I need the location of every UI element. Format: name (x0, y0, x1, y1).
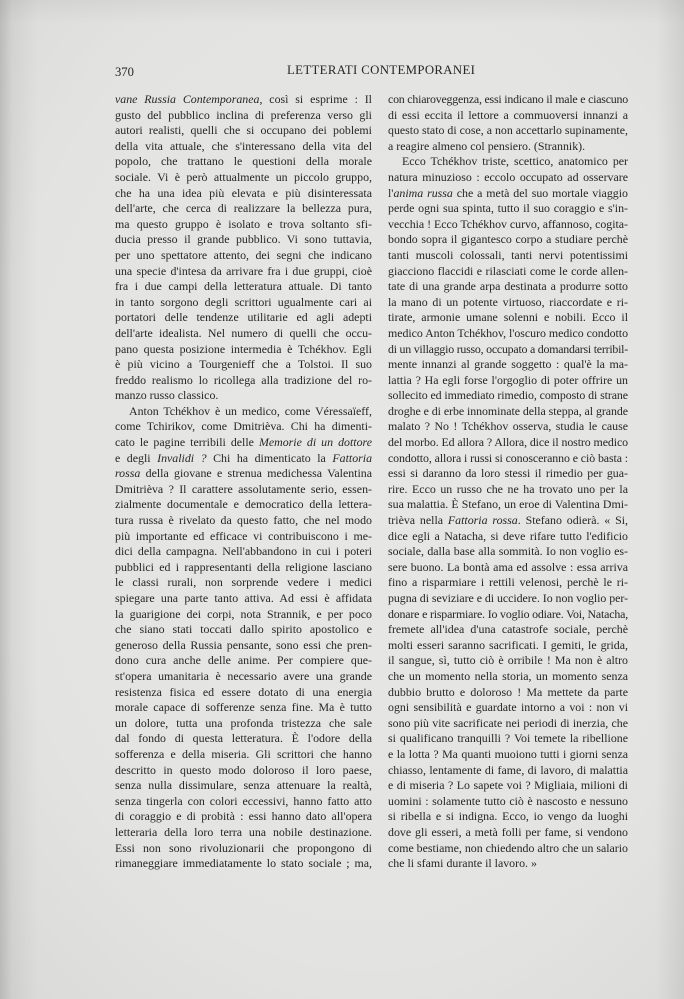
text-line: vecchia ! Ecco Tchékhov curvo, affannoso, cogita- (388, 216, 628, 231)
text-line: e di miseria ? Lo sapete voi ? Migliaia, milioni di (388, 778, 628, 793)
text-line: Anton Tchékhov è un medico, come Véressaïeff, (129, 403, 372, 418)
text-run: Chi ha dimenticato la (206, 450, 333, 465)
text-line: Ecco Tchékhov triste, scettico, anatomico per (402, 154, 628, 169)
italic-text: Invalidi ? (157, 450, 207, 465)
text-run: . Stefano odierà. « Si, (517, 513, 629, 528)
text-line: del morbo. Ed allora ? Allora, dice il nostro medico (388, 435, 628, 450)
text-line: essi si daranno da loro stessi il rimedio per gua- (388, 466, 628, 481)
text-line: di coraggio e di probità : essi hanno dato all'opera (115, 809, 372, 824)
text-line: fremete all'idea d'una catastrofe sociale, perchè (388, 622, 628, 637)
text-line: dici della campagna. Nell'abbandono in cui i poteri (115, 544, 372, 559)
text-line: sociale, dalla base alla sommità. Io non voglio es- (388, 544, 628, 559)
text-line: la guarigione dei corpi, nota Strannik, e per poco (115, 606, 372, 621)
text-line: e la lotta ? Ma quanti muoiono tutti i giorni senza (388, 746, 628, 761)
text-line: dice egli a Natacha, si deve rifare tutto l'edificio (388, 528, 628, 543)
text-line: natura minuzioso : eccolo occupato ad osservare (388, 169, 628, 184)
text-line: più importante ed efficace vi contribuiscono i me- (115, 528, 372, 543)
text-run: trièva nella (388, 513, 448, 528)
text-line: zialmente documentale e democratico della lettera- (115, 497, 372, 512)
text-line: senza nulla dissimulare, senza attenuare la realtà, (115, 778, 372, 793)
italic-text: anima russa (393, 185, 453, 200)
text-run: che a metà del suo mortale viaggio (452, 185, 628, 200)
text-run: , così si esprime : Il (259, 92, 372, 106)
text-line: si qualificano tranquilli ? Voi temete la ribellione (388, 731, 628, 746)
text-line: sono più vite sacrificate nei periodi di inerzia, che (388, 715, 628, 730)
text-line (115, 435, 372, 451)
text-line (115, 451, 372, 467)
text-run: cato le pagine terribili delle (115, 435, 259, 450)
italic-text: rossa (115, 466, 141, 481)
text-line: medico Anton Tchékhov, l'oscuro medico condotto (388, 325, 628, 340)
text-line: sua malattia. È Stefano, un eroe di Valentina Dmi- (388, 497, 628, 512)
text-run: e degli (115, 450, 158, 465)
text-line: con chiaroveggenza, essi indicano il male e ciascuno (388, 92, 628, 106)
text-line: malato ? No ! Tchékhov osserva, studia le cause (388, 419, 628, 434)
text-run: l' (388, 185, 394, 200)
text-line: rimaneggiare immediatamente lo stato sociale ; ma, (115, 856, 372, 871)
text-line: a reagire almeno col pensiero. (Strannik). (388, 138, 586, 153)
text-line: descritto in questo modo doloroso il loro paese, (115, 762, 372, 777)
text-line: giacciono flaccidi e rilasciati come le corde allen- (388, 263, 628, 278)
text-line: perde ogni sua spinta, tutto il suo coraggio e s'in- (388, 201, 628, 216)
text-column-left (115, 92, 372, 872)
text-line (115, 466, 372, 482)
text-line (115, 92, 372, 108)
text-line: morale capace di sofferenze senza fine. Ma è tutto (115, 700, 372, 715)
text-line: Dmitrièva ? Il carattere assolutamente serio, essen- (115, 481, 372, 496)
text-line: gusto del pubblico inclina di preferenza verso gli (115, 107, 372, 122)
text-line: il sangue, sì, tutto ciò è orribile ! Ma non è altro (388, 653, 628, 668)
text-line: portatori delle tendenze utilitarie ed agli adepti (115, 310, 372, 325)
text-line: è più vicino a Tourgenieff che a Tolstoi. Il suo (115, 357, 372, 372)
text-line: ducia presso il grande pubblico. Vi sono tuttavia, (115, 232, 372, 247)
text-line: rire. Ecco un russo che ne ha trovato uno per la (388, 481, 628, 496)
text-line: senza tingerla con colori eccessivi, hanno fatto atto (115, 793, 372, 808)
italic-text: Fattoria (332, 450, 373, 465)
text-line: autori realisti, quelli che si occupano dei poblemi (115, 123, 372, 138)
text-line: uomini : solamente tutto ciò è nascosto e nessuno (388, 793, 628, 808)
paragraph (388, 154, 628, 871)
text-line: lattia ? Ha egli forse l'orgoglio di poter offrire un (388, 372, 628, 387)
paragraph (115, 92, 372, 404)
text-run: della giovane e strenua medichessa Valentina (140, 466, 372, 481)
text-line: pano questa posizione intermedia è Tchékhov. Egli (115, 341, 372, 356)
paragraph (115, 404, 372, 872)
running-head: LETTERATI CONTEMPORANEI (287, 63, 476, 77)
text-line: resistenza fisica ed essere dotato di una energia (115, 684, 372, 699)
text-line: che li sfami durante il lavoro. » (388, 856, 537, 871)
text-line: una specie d'intesa da arrivare fra i due gruppi, cioè (115, 263, 372, 278)
text-line: pubblici ed i rappresentanti della religione lasciano (115, 559, 372, 574)
text-line: st'opera umanitaria è necessario avere una grande (115, 668, 372, 683)
text-line: un dolore, tutta una profonda tristezza che sale (115, 715, 372, 730)
text-line: si ribella e si indigna. Ecco, io vengo da luoghi (388, 809, 628, 824)
text-line: per uno spettatore attento, dei segni che indicano (115, 247, 372, 262)
text-line: fino a risparmiare i rettili velenosi, perchè le ri- (388, 575, 628, 590)
text-line: popolo, che trattano le questioni della morale (115, 154, 372, 169)
text-line: dubbio brutto e doloroso ! Ma mettete da parte (388, 684, 628, 699)
text-line: tate di una grande arpa destinata a produrre sotto (388, 279, 628, 294)
text-line: le classi rurali, non sorprende vedere i medici (115, 575, 372, 590)
text-line: tanti muscoli colossali, tanti nervi potentissimi (388, 247, 628, 262)
italic-text: Memorie di un dottore (258, 435, 373, 450)
text-line: ma questo gruppo è isolato e trova soltanto sfi- (115, 216, 372, 231)
text-line: manzo russo classico. (115, 388, 219, 403)
text-line: chiasso, lentamente di fame, di lavoro, di malattia (388, 762, 628, 777)
text-line: molti esseri saranno sacrificati. I gemiti, le grida, (388, 637, 628, 652)
text-line: tirate, armonie umane solenni e nobili. Ecco il (388, 310, 628, 325)
text-line: donare e risparmiare. Io voglio odiare. Voi, Natacha, (388, 606, 628, 621)
text-line: condotto, allora i russi si conosceranno e ciò basta : (388, 450, 628, 465)
text-line: come Tchirikov, come Dmitrièva. Chi ha dimenti- (115, 419, 372, 434)
text-line: spiegare una parte tanto attiva. Ad essi è affidata (115, 591, 372, 605)
text-column-right (388, 92, 628, 872)
paragraph (388, 92, 628, 154)
page-number: 370 (115, 65, 134, 79)
text-line: di essi eccita il lettore a commuoversi innanzi a (388, 107, 628, 122)
text-line: che siano stati toccati dallo spirito apostolico e (115, 622, 372, 637)
text-line: pugna di seviziare e di uccidere. Io non voglio per- (388, 591, 628, 605)
text-line: ogni sensibilità e guardate intorno a voi : non vi (388, 700, 628, 715)
text-line: bondo sopra il gigantesco corpo a studiare perchè (388, 232, 628, 247)
text-line: dell'arte, che cerca di realizzare la bellezza pura, (115, 201, 372, 216)
text-line: questo stato di cose, a non accettarlo supinamente, (388, 123, 628, 138)
text-line: dell'arte idealista. Nel numero di quelli che occu- (115, 325, 372, 340)
text-line: freddo realismo lo ricollega alla tradizione del ro- (115, 372, 372, 387)
text-line: droghe e di erbe innominate della steppa, al grande (388, 403, 628, 418)
text-line: dove gli esseri, a metà folli per fame, si vendono (388, 824, 628, 839)
text-line: della vita attuale, che s'interessano della vita del (115, 138, 372, 153)
text-line: tura russa è rivelato da questo fatto, che nel modo (115, 513, 372, 528)
text-line: sere buono. La bontà ama ed assolve : essa arriva (388, 559, 628, 574)
italic-text: Fattoria rossa (447, 513, 518, 528)
text-line: letteraria della loro terra una nobile destinazione. (115, 824, 372, 839)
text-line (388, 513, 628, 529)
text-line: dono cura anche delle anime. Per compiere que- (115, 653, 372, 668)
text-line: dal fondo di questa letteratura. È l'odore della (115, 731, 372, 746)
text-line: in tanto sorgono degli scrittori ugualmente cari ai (115, 294, 372, 309)
text-line (388, 186, 628, 202)
text-line: come bestiame, non chiedendo altro che un salario (388, 840, 628, 855)
text-line: sofferenza e della miseria. Gli scrittori che hanno (115, 746, 372, 761)
text-line: che un momento nella storia, un momento senza (388, 668, 628, 683)
text-line: fra i due campi della letteratura attuale. Di tanto (115, 279, 372, 294)
text-line: sociale. Vi è però attualmente un piccolo gruppo, (115, 169, 372, 184)
text-line: di un villaggio russo, occupato a domandarsi terribil- (388, 341, 628, 356)
text-line: che ha una idea più elevata e più disinteressata (115, 185, 372, 200)
text-line: mente innanzi al grande soggetto : qual'è la ma- (388, 357, 628, 372)
text-line: Essi non sono rivoluzionarii che propongono di (115, 840, 372, 855)
text-line: la mano di un potente virtuoso, riaccordate e ri- (388, 294, 628, 309)
text-line: generoso della Russia pensante, sono essi che pren- (115, 637, 372, 652)
text-line: sollecito ed immediato rimedio, composto di strane (388, 388, 628, 403)
italic-text: vane Russia Contemporanea (115, 92, 260, 106)
